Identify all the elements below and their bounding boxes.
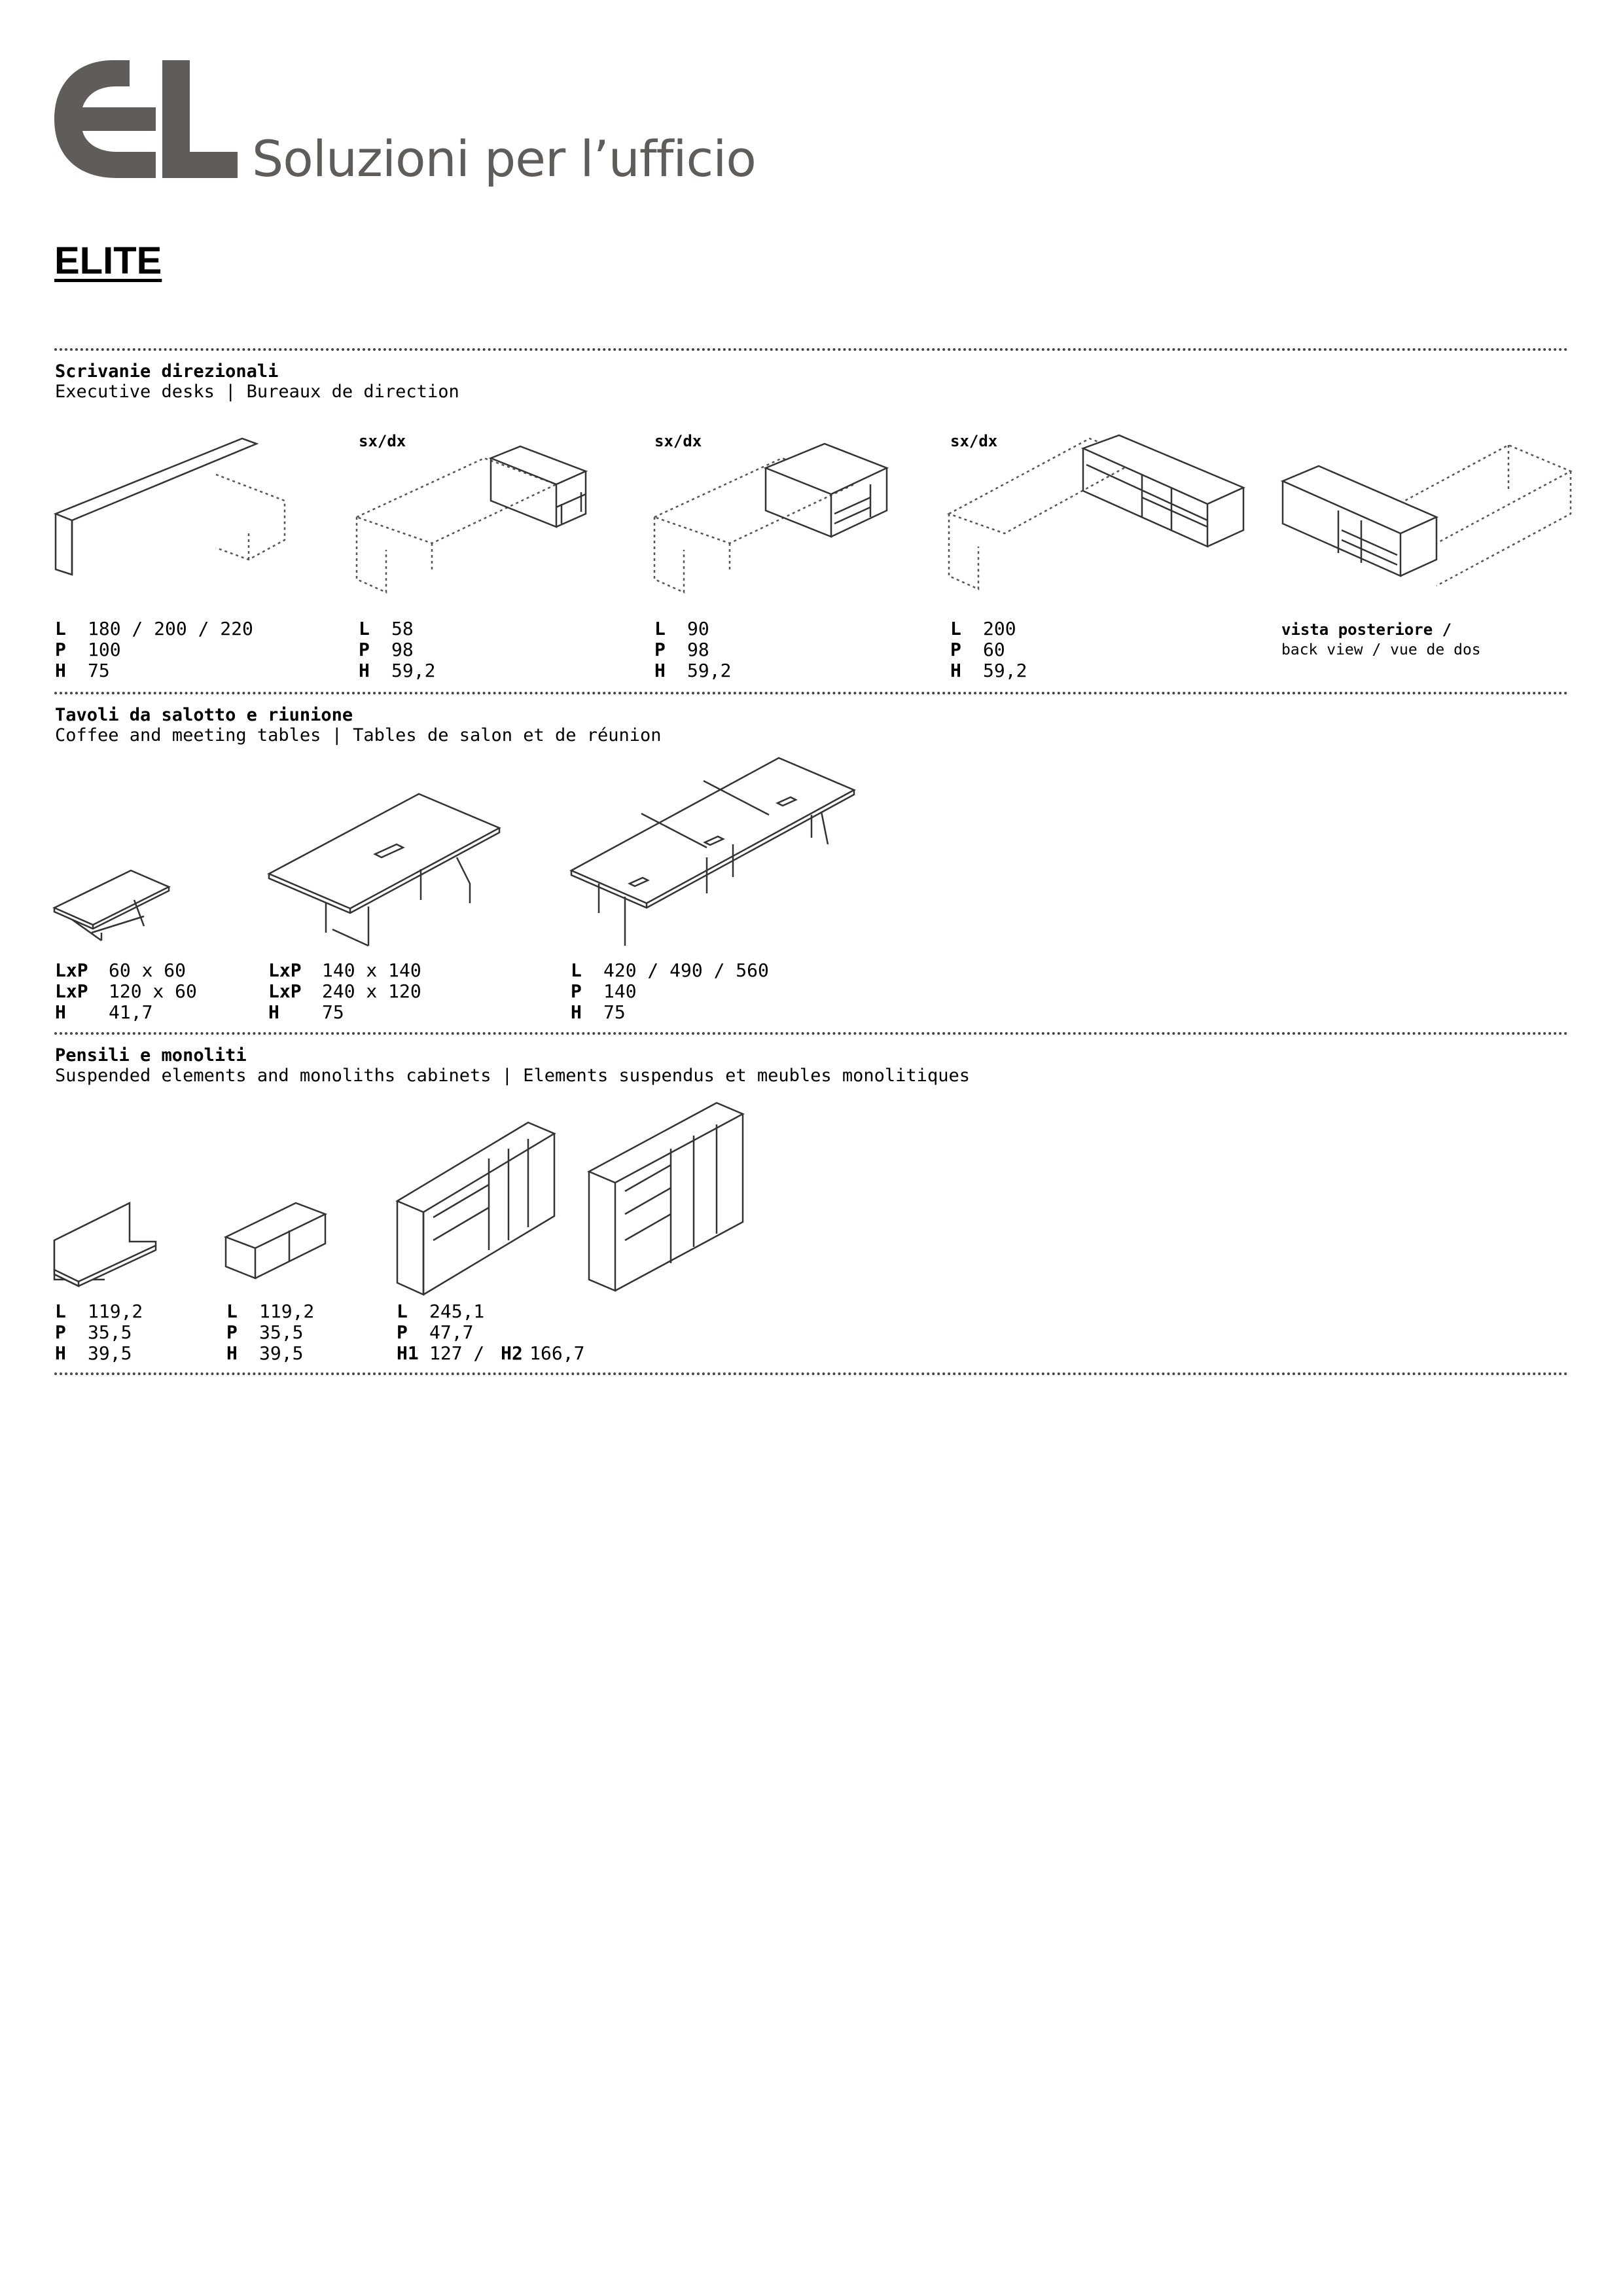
dimensions-block: L 119,2 P 35,5 H 39,5 <box>55 1300 143 1364</box>
dimensions-block: L 119,2 P 35,5 H 39,5 <box>226 1300 315 1364</box>
brand-tagline: Soluzioni per l’ufficio <box>252 130 756 188</box>
brand-logo <box>51 54 238 185</box>
coffee-table-drawing <box>52 867 173 949</box>
variant-label: sx/dx <box>654 432 702 450</box>
back-view-drawing <box>1279 439 1574 612</box>
dimensions-block: L 420 / 490 / 560 P 140 H 75 <box>571 960 769 1023</box>
section-subtitle: Suspended elements and monoliths cabinets | Elements suspendus et meubles monolitiques <box>55 1066 970 1086</box>
section-title: Scrivanie direzionali <box>55 361 279 382</box>
dimensions-block: L 200 P 60 H 59,2 <box>950 618 1027 681</box>
modular-table-drawing <box>569 756 857 952</box>
section-divider <box>54 692 1569 694</box>
executive-desk-drawing <box>52 435 294 615</box>
back-view-subtitle: back view / vue de dos <box>1281 641 1481 658</box>
section-title: Tavoli da salotto e riunione <box>55 705 353 725</box>
dimensions-block: L 58 P 98 H 59,2 <box>359 618 436 681</box>
wall-cabinet-drawing <box>224 1201 329 1289</box>
monolith-cabinet-drawing <box>394 1119 558 1296</box>
credenza-drawing <box>946 435 1253 615</box>
section-title: Pensili e monoliti <box>55 1045 247 1066</box>
dimensions-block: L 245,1 P 47,7 H1 127 / H2 166,7 <box>397 1300 585 1364</box>
section-divider <box>54 1032 1569 1035</box>
dimensions-block: LxP 60 x 60 LxP 120 x 60 H 41,7 <box>55 960 197 1023</box>
monolith-cabinet-tall-drawing <box>586 1100 746 1296</box>
dimensions-block: LxP 140 x 140 LxP 240 x 120 H 75 <box>268 960 421 1023</box>
pedestal-drawing <box>353 439 596 615</box>
section-divider <box>54 348 1569 351</box>
dimensions-block: L 180 / 200 / 220 P 100 H 75 <box>55 618 253 681</box>
section-divider <box>54 1372 1569 1375</box>
pedestal-drawing <box>651 439 900 615</box>
meeting-table-drawing <box>267 792 503 949</box>
back-view-title: vista posteriore / <box>1281 620 1452 639</box>
wall-shelf-drawing <box>52 1201 160 1289</box>
dimensions-block: L 90 P 98 H 59,2 <box>654 618 732 681</box>
variant-label: sx/dx <box>359 432 406 450</box>
variant-label: sx/dx <box>950 432 998 450</box>
section-subtitle: Executive desks | Bureaux de direction <box>55 382 459 402</box>
page-title: ELITE <box>54 240 162 282</box>
section-subtitle: Coffee and meeting tables | Tables de salon et de réunion <box>55 725 662 745</box>
